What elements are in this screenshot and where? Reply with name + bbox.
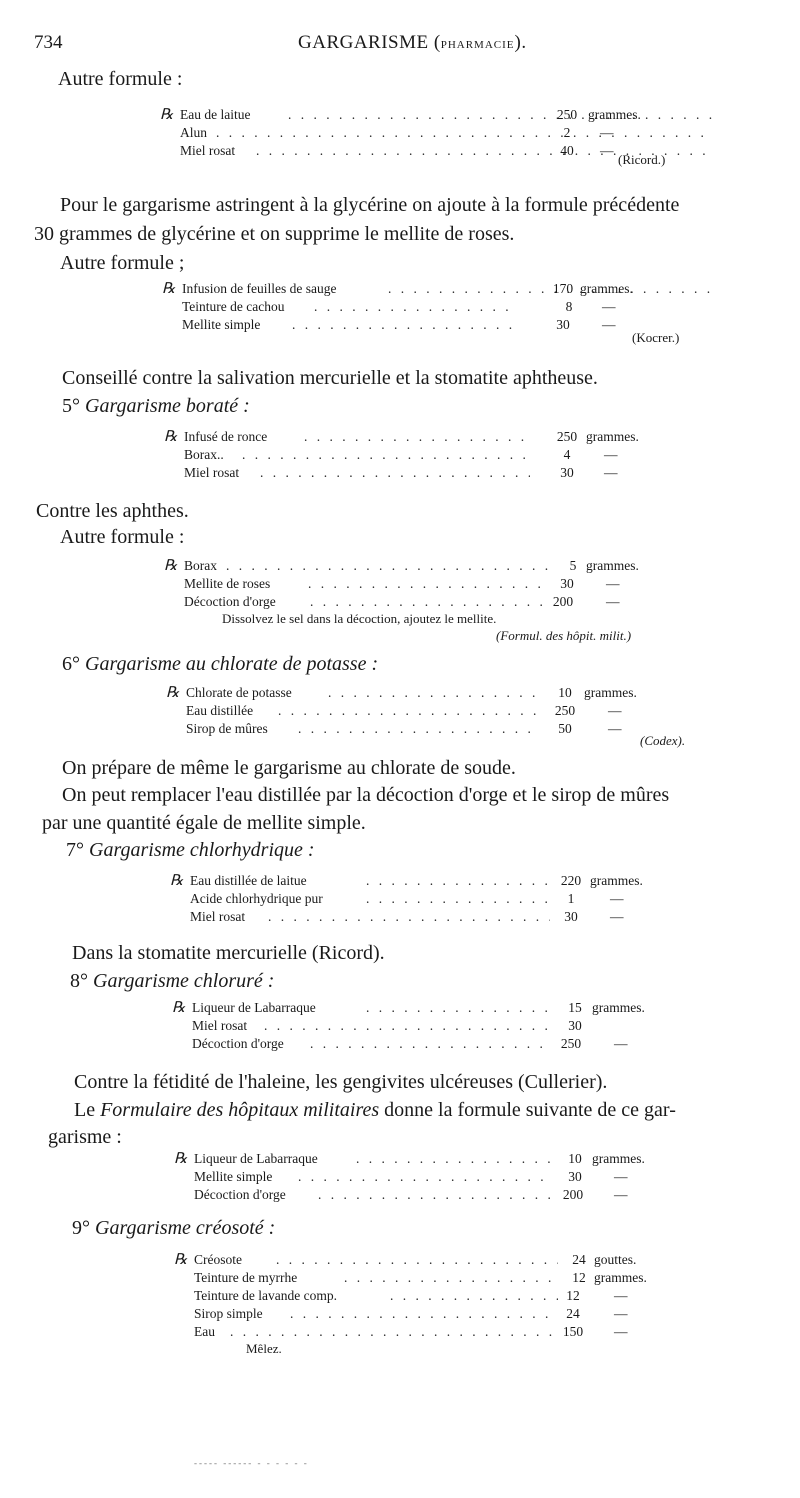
ingredient: Infusé de ronce (184, 429, 268, 444)
quantity: 150 (562, 1324, 584, 1339)
leader-dots (356, 1150, 552, 1168)
unit: — (608, 721, 622, 736)
quantity: 170 (552, 281, 574, 296)
unit: — (602, 299, 616, 314)
running-title-paren: PHARMACIE (440, 39, 515, 51)
leader-dots (328, 684, 538, 702)
ingredient: Sirop de mûres (186, 721, 268, 736)
quantity: 30 (560, 576, 574, 591)
quantity: 12 (572, 1270, 586, 1285)
quantity: 250 (560, 1036, 582, 1051)
leader-dots (290, 1305, 558, 1323)
ingredient: Mellite simple (182, 317, 261, 332)
ingredient: Miel rosat (192, 1018, 248, 1033)
unit: — (610, 891, 624, 906)
paragraph-formulaire-line-2: garisme : (48, 1126, 122, 1148)
paragraph-autre-formule-3: Autre formule : (60, 526, 185, 548)
recipe-instruction: Mêlez. (246, 1341, 282, 1356)
quantity: 1 (567, 891, 575, 906)
paragraph-autre-formule-1: Autre formule : (58, 68, 183, 90)
leader-dots (276, 1251, 558, 1269)
paragraph-remplacer-line-1: On peut remplacer l'eau distillée par la décoction d'orge et le sirop de mûres (62, 784, 670, 806)
source-citation: (Codex). (640, 733, 686, 748)
quantity: 30 (556, 317, 570, 332)
unit: — (600, 143, 614, 158)
unit: grammes. (586, 558, 639, 573)
section-heading-7 (66, 837, 315, 863)
section-number: 8° (70, 970, 88, 992)
quantity: 30 (564, 909, 578, 924)
recipe-symbol-icon: ℞ (172, 1000, 186, 1016)
paragraph-fetidite: Contre la fétidité de l'haleine, les gengivites ulcéreuses (Cullerier). (74, 1071, 608, 1093)
leader-dots (366, 890, 550, 908)
leader-dots (308, 575, 548, 593)
paragraph-stomatite: Dans la stomatite mercurielle (Ricord). (72, 942, 385, 964)
unit: — (614, 1288, 628, 1303)
formulaire-pre: Le (74, 1099, 96, 1121)
section-number: 6° (62, 653, 80, 675)
unit: grammes. (584, 685, 637, 700)
leader-dots (292, 316, 518, 334)
quantity: 8 (565, 299, 573, 314)
ingredient: Eau distillée (186, 703, 254, 718)
ingredient: Créosote (194, 1252, 242, 1267)
paragraph-aphthes: Contre les aphthes. (36, 500, 189, 522)
formulaire-post: donne la formule suivante de ce gar- (384, 1099, 676, 1121)
leader-dots (230, 1323, 558, 1341)
page-number: 734 (34, 32, 63, 53)
ingredient: Teinture de cachou (182, 299, 285, 314)
recipe-symbol-icon: ℞ (164, 429, 178, 445)
source-citation: (Formul. des hôpit. milit.) (496, 628, 632, 643)
leader-dots (288, 106, 714, 124)
ingredient: Liqueur de Labarraque (194, 1151, 318, 1166)
paragraph-autre-formule-2: Autre formule ; (60, 252, 185, 274)
quantity: 10 (568, 1151, 582, 1166)
running-title: GARGARISME (PHARMACIE). (298, 32, 527, 53)
leader-dots (216, 124, 714, 142)
leader-dots (310, 1035, 552, 1053)
unit: — (602, 317, 616, 332)
section-heading-9 (72, 1215, 275, 1241)
recipe-symbol-icon: ℞ (160, 107, 174, 123)
recipe-symbol-icon: ℞ (166, 685, 180, 701)
leader-dots (268, 908, 550, 926)
paragraph-formulaire-line-1 (74, 1097, 676, 1123)
quantity: 30 (560, 465, 574, 480)
unit: — (610, 909, 624, 924)
quantity: 250 (554, 703, 576, 718)
paragraph-remplacer-line-2: par une quantité égale de mellite simple. (42, 812, 366, 834)
running-header (34, 32, 774, 56)
unit: — (614, 1036, 628, 1051)
quantity: 50 (558, 721, 572, 736)
quantity: 5 (569, 558, 577, 573)
ingredient: Mellite simple (194, 1169, 273, 1184)
unit: — (606, 576, 620, 591)
quantity: 200 (562, 1187, 584, 1202)
ingredient: Eau distillée de laitue (190, 873, 307, 888)
ingredient: Teinture de myrrhe (194, 1270, 298, 1285)
recipe-symbol-icon: ℞ (174, 1151, 188, 1167)
formulaire-title: Formulaire des hôpitaux militaires (100, 1099, 380, 1121)
ingredient: Liqueur de Labarraque (192, 1000, 316, 1015)
section-heading-5 (62, 393, 250, 419)
unit: — (604, 447, 618, 462)
quantity: 24 (566, 1306, 580, 1321)
leader-dots (314, 298, 518, 316)
unit: — (604, 465, 618, 480)
leader-dots (298, 1168, 552, 1186)
ingredient: Chlorate de potasse (186, 685, 292, 700)
paragraph-chlorate-soude: On prépare de même le gargarisme au chlorate de soude. (62, 757, 516, 779)
unit: — (614, 1169, 628, 1184)
section-number: 9° (72, 1217, 90, 1239)
running-title-main: GARGARISME (298, 32, 429, 53)
ingredient: Eau (194, 1324, 215, 1339)
section-title: Gargarisme au chlorate de potasse : (85, 653, 379, 675)
paragraph-glycerine-line-1: Pour le gargarisme astringent à la glycérine on ajoute à la formule précédente (60, 194, 680, 216)
quantity: 15 (568, 1000, 582, 1015)
ingredient: Décoction d'orge (192, 1036, 284, 1051)
unit: grammes. (592, 1000, 645, 1015)
quantity: 30 (568, 1018, 582, 1033)
unit: — (608, 703, 622, 718)
unit: gouttes. (594, 1252, 637, 1267)
section-number: 7° (66, 839, 84, 861)
section-title: Gargarisme boraté : (85, 395, 250, 417)
section-title: Gargarisme chlorhydrique : (89, 839, 315, 861)
leader-dots (390, 1287, 558, 1305)
quantity: 220 (560, 873, 582, 888)
leader-dots (366, 999, 552, 1017)
ingredient: Teinture de lavande comp. (194, 1288, 337, 1303)
quantity: 30 (568, 1169, 582, 1184)
quantity: 24 (572, 1252, 586, 1267)
unit: — (614, 1324, 628, 1339)
section-heading-8 (70, 968, 274, 994)
source-citation: (Kocrer.) (632, 330, 680, 345)
quantity: 12 (566, 1288, 580, 1303)
leader-dots (366, 872, 550, 890)
section-title: Gargarisme chloruré : (93, 970, 275, 992)
ingredient: Sirop simple (194, 1306, 263, 1321)
bleed-through-marks: ----- ------ - - - - - - (194, 1458, 309, 1468)
recipe-symbol-icon: ℞ (174, 1252, 188, 1268)
ingredient: Miel rosat (184, 465, 240, 480)
leader-dots (278, 702, 538, 720)
leader-dots (298, 720, 538, 738)
leader-dots (344, 1269, 558, 1287)
quantity: 200 (552, 594, 574, 609)
leader-dots (242, 446, 530, 464)
section-heading-6 (62, 651, 378, 677)
quantity: 4 (563, 447, 571, 462)
paragraph-glycerine-line-2: 30 grammes de glycérine et on supprime le mellite de roses. (34, 223, 515, 245)
ingredient: Miel rosat (190, 909, 246, 924)
quantity: 40 (560, 143, 574, 158)
section-number: 5° (62, 395, 80, 417)
leader-dots (264, 1017, 552, 1035)
source-citation: (Ricord.) (618, 152, 666, 167)
section-title: Gargarisme créosoté : (95, 1217, 276, 1239)
leader-dots (260, 464, 530, 482)
leader-dots (310, 593, 546, 611)
recipe-symbol-icon: ℞ (170, 873, 184, 889)
unit: grammes. (594, 1270, 647, 1285)
unit: — (614, 1306, 628, 1321)
unit: grammes. (580, 281, 633, 296)
ingredient: Mellite de roses (184, 576, 271, 591)
quantity: 10 (558, 685, 572, 700)
paragraph-salivation: Conseillé contre la salivation mercurielle et la stomatite aphtheuse. (62, 367, 598, 389)
recipe-symbol-icon: ℞ (162, 281, 176, 297)
unit: — (606, 594, 620, 609)
leader-dots (318, 1186, 552, 1204)
ingredient: Borax.. (184, 447, 224, 462)
ingredient: Eau de laitue (180, 107, 251, 122)
ingredient: Décoction d'orge (194, 1187, 286, 1202)
quantity: 2 (563, 125, 571, 140)
unit: — (600, 125, 614, 140)
ingredient: Décoction d'orge (184, 594, 276, 609)
leader-dots (304, 428, 530, 446)
ingredient: Miel rosat (180, 143, 236, 158)
recipe-instruction: Dissolvez le sel dans la décoction, ajoutez le mellite. (222, 611, 497, 626)
unit: — (614, 1187, 628, 1202)
unit: grammes. (592, 1151, 645, 1166)
ingredient: Borax (184, 558, 217, 573)
unit: grammes. (586, 429, 639, 444)
quantity: 250 (556, 429, 578, 444)
quantity: 250 (556, 107, 578, 122)
unit: grammes. (590, 873, 643, 888)
ingredient: Infusion de feuilles de sauge (182, 281, 337, 296)
recipe-symbol-icon: ℞ (164, 558, 178, 574)
leader-dots (226, 557, 548, 575)
ingredient: Alun (180, 125, 207, 140)
ingredient: Acide chlorhydrique pur (190, 891, 323, 906)
unit: grammes. (588, 107, 641, 122)
